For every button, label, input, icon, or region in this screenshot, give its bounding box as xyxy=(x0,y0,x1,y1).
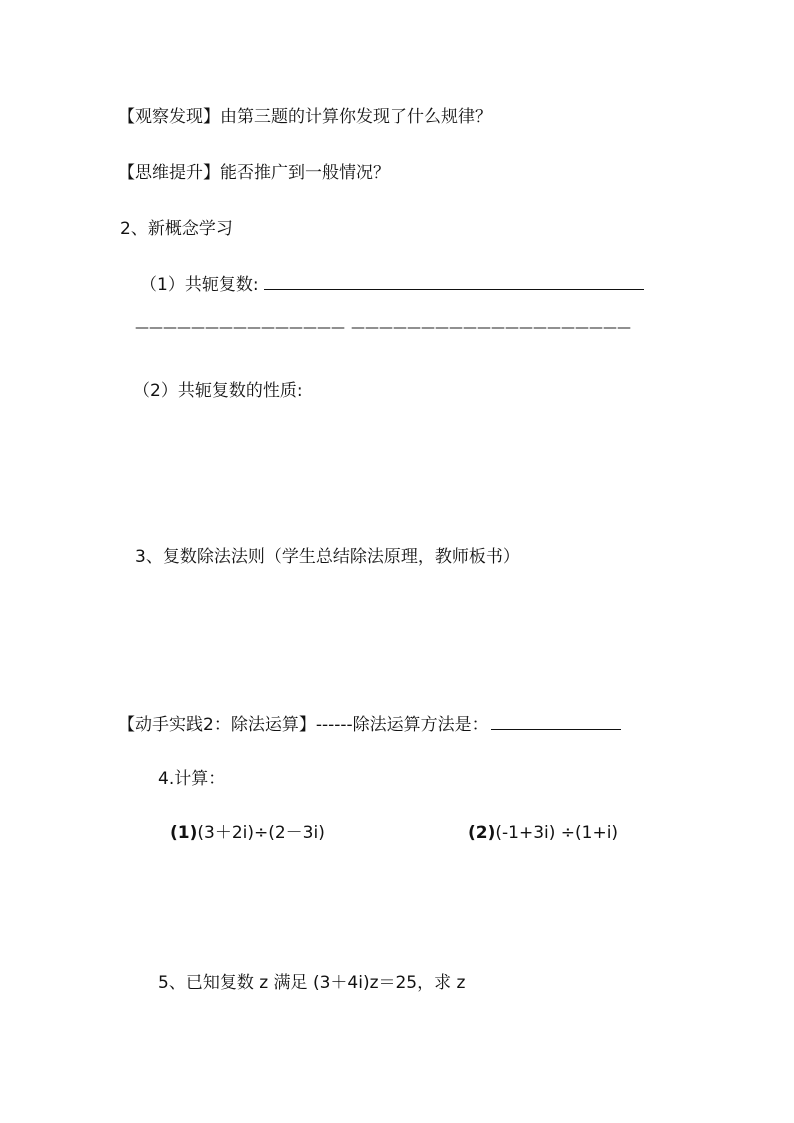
conjugate-properties-line: （2）共轭复数的性质: xyxy=(133,381,303,401)
conjugate-label: （1）共轭复数: xyxy=(140,275,259,295)
think-line xyxy=(118,162,390,184)
practice-line xyxy=(118,712,621,736)
section2-title: 2、新概念学习 xyxy=(120,219,233,239)
question-2-expression: (-1+3i) ÷(1+i) xyxy=(495,823,619,843)
section3-title: 3、复数除法法则（学生总结除法原理，教师板书） xyxy=(135,547,520,567)
conjugate-definition-line xyxy=(140,272,644,296)
observe-line xyxy=(118,106,492,128)
question-1-number: (1) xyxy=(170,823,198,843)
dashes-b: ———————————————————— xyxy=(351,320,631,336)
section4-title: 4.计算： xyxy=(158,769,226,789)
practice-text: ------除法运算方法是： xyxy=(315,715,489,735)
question-1 xyxy=(170,822,325,844)
think-text: 能否推广到一般情况？ xyxy=(220,163,390,183)
observe-text: 由第三题的计算你发现了什么规律？ xyxy=(220,107,492,127)
answer-blank-row[interactable] xyxy=(135,320,631,336)
answer-blank[interactable] xyxy=(264,272,644,290)
section5-title: 5、已知复数 z 满足 (3＋4i)z＝25，求 z xyxy=(158,973,466,993)
dashes-a: ——————————————— xyxy=(135,320,345,336)
observe-tag: 【观察发现】 xyxy=(118,107,220,127)
practice-tag: 【动手实践2：除法运算】 xyxy=(118,715,316,735)
question-2-number: (2) xyxy=(468,823,496,843)
think-tag: 【思维提升】 xyxy=(118,163,220,183)
question-1-expression: (3＋2i)÷(2－3i) xyxy=(197,823,325,843)
method-blank[interactable] xyxy=(491,712,621,730)
question-2 xyxy=(468,822,618,844)
